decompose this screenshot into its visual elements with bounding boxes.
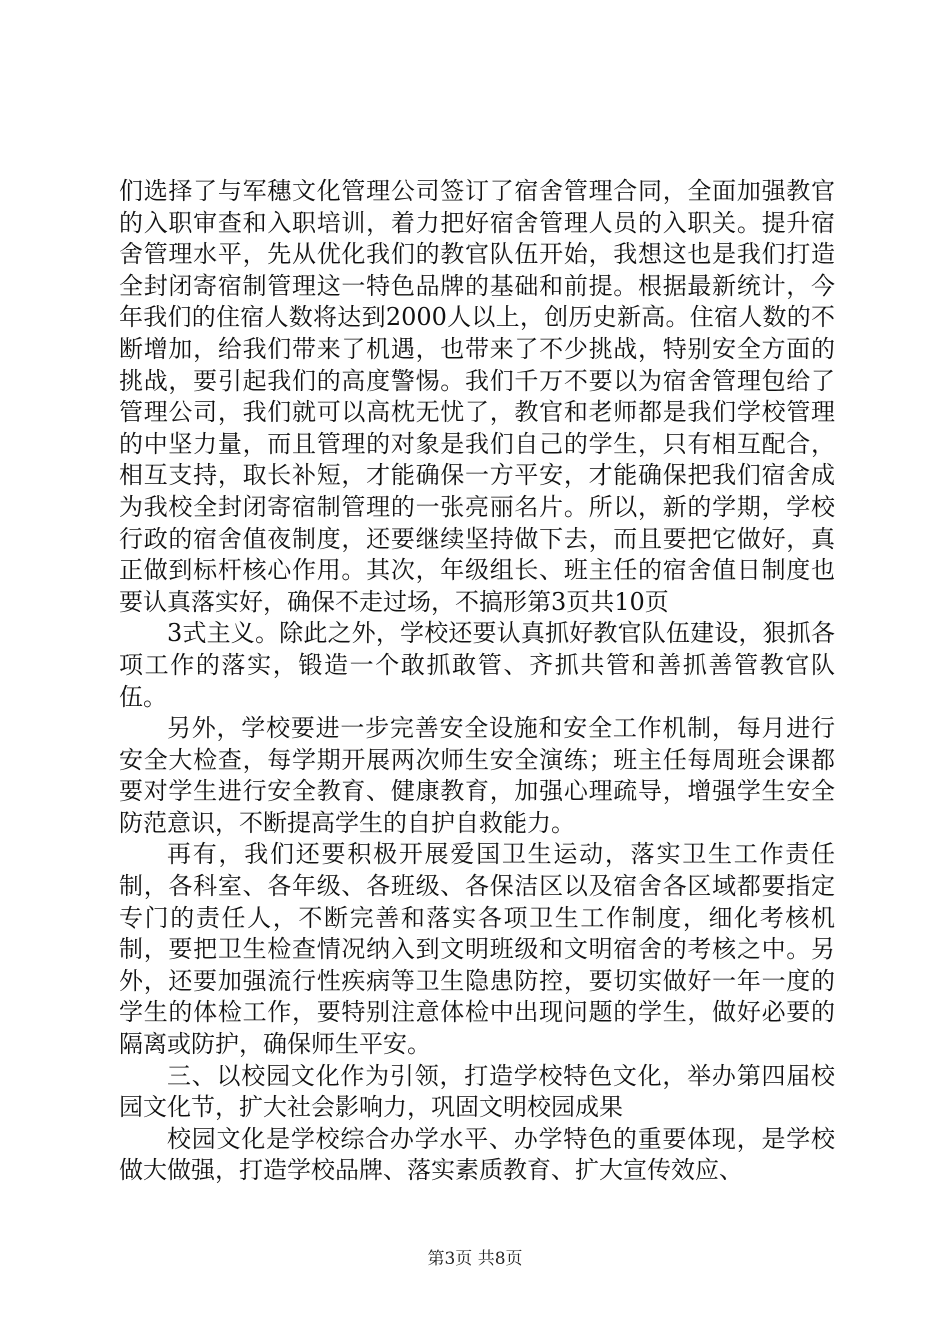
paragraph-4: 再有，我们还要积极开展爱国卫生运动，落实卫生工作责任制，各科室、各年级、各班级、各保洁区以及宿舍各区域都要指定专门的责任人，不断完善和落实各项卫生工作制度，细化考核机制，要把卫生检查情况纳入到文明班级和文明宿舍的考核之中。另外，还要加强流行性疾病等卫生隐患防控，要切实做好一年一度的学生的体检工作，要特别注意体检中出现问题的学生，做好必要的隔离或防护，确保师生平安。 [119, 840, 835, 1059]
section-heading-3: 三、以校园文化作为引领，打造学校特色文化，举办第四届校园文化节，扩大社会影响力，巩固文明校园成果 [119, 1061, 835, 1122]
paragraph-5: 校园文化是学校综合办学水平、办学特色的重要体现，是学校做大做强，打造学校品牌、落实素质教育、扩大宣传效应、 [119, 1124, 835, 1185]
paragraph-2: 3式主义。除此之外，学校还要认真抓好教官队伍建设，狠抓各项工作的落实，锻造一个敢抓敢管、齐抓共管和善抓善管教官队伍。 [119, 619, 835, 711]
page-footer: 第3页 共8页 [427, 1249, 523, 1269]
paragraph-1: 们选择了与军穗文化管理公司签订了宿舍管理合同，全面加强教官的入职审查和入职培训，着力把好宿舍管理人员的入职关。提升宿舍管理水平，先从优化我们的教官队伍开始，我想这也是我们打造全封闭寄宿制管理这一特色品牌的基础和前提。根据最新统计，今年我们的住宿人数将达到2000人以上，创历史新高。住宿人数的不断增加，给我们带来了机遇，也带来了不少挑战，特别安全方面的挑战，要引起我们的高度警惕。我们千万不要以为宿舍管理包给了管理公司，我们就可以高枕无忧了，教官和老师都是我们学校管理的中坚力量，而且管理的对象是我们自己的学生，只有相互配合，相互支持，取长补短，才能确保一方平安，才能确保把我们宿舍成为我校全封闭寄宿制管理的一张亮丽名片。所以，新的学期，学校行政的宿舍值夜制度，还要继续坚持做下去，而且要把它做好，真正做到标杆核心作用。其次，年级组长、班主任的宿舍值日制度也要认真落实好，确保不走过场，不搞形第3页共10页 [119, 177, 835, 616]
paragraph-3: 另外，学校要进一步完善安全设施和安全工作机制，每月进行安全大检查，每学期开展两次师生安全演练；班主任每周班会课都要对学生进行安全教育、健康教育，加强心理疏导，增强学生安全防范意识，不断提高学生的自护自救能力。 [119, 714, 835, 837]
document-body [119, 176, 835, 1187]
